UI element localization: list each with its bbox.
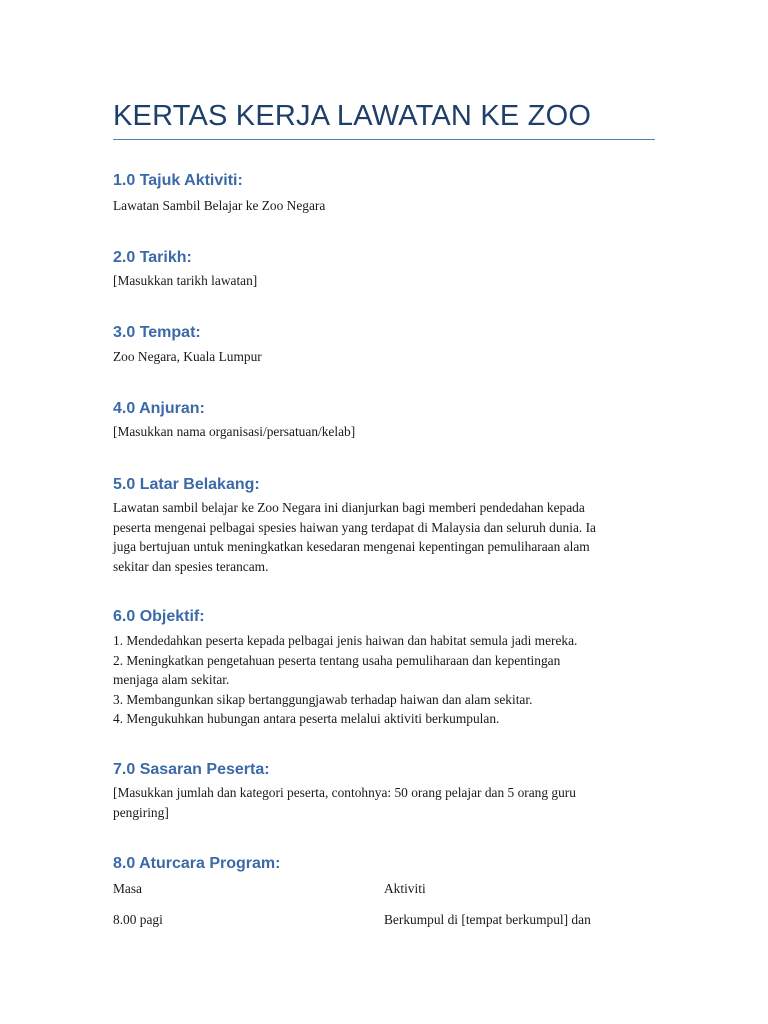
heading-tempat: 3.0 Tempat: — [113, 324, 201, 341]
title-underline — [113, 139, 655, 140]
heading-tarikh: 2.0 Tarikh: — [113, 249, 192, 266]
paragraph-sasaran-peserta — [113, 783, 655, 822]
objective-item-continuation: menjaga alam sekitar. — [113, 672, 230, 687]
table-cell-time: 8.00 pagi — [113, 912, 163, 927]
table-header-masa: Masa — [113, 881, 143, 896]
paragraph-line: juga bertujuan untuk meningkatkan kesedaran mengenai kepentingan pemuliharaan alam — [113, 539, 590, 554]
document-title: KERTAS KERJA LAWATAN KE ZOO — [113, 100, 592, 132]
list-objektif — [113, 631, 655, 729]
heading-objektif: 6.0 Objektif: — [113, 608, 205, 625]
heading-tajuk-aktiviti: 1.0 Tajuk Aktiviti: — [113, 172, 243, 189]
heading-anjuran: 4.0 Anjuran: — [113, 400, 205, 417]
heading-sasaran-peserta: 7.0 Sasaran Peserta: — [113, 761, 270, 778]
objective-item: 4. Mengukuhkan hubungan antara peserta melalui aktiviti berkumpulan. — [113, 711, 500, 726]
heading-latar-belakang: 5.0 Latar Belakang: — [113, 476, 260, 493]
table-cell-activity: Berkumpul di [tempat berkumpul] dan — [384, 912, 591, 927]
paragraph-latar-belakang — [113, 498, 655, 576]
paragraph-line: sekitar dan spesies terancam. — [113, 558, 269, 574]
text-anjuran: [Masukkan nama organisasi/persatuan/kelab] — [113, 424, 356, 439]
text-tajuk-aktiviti: Lawatan Sambil Belajar ke Zoo Negara — [113, 198, 326, 213]
objective-item: 2. Meningkatkan pengetahuan peserta tentang usaha pemuliharaan dan kepentingan — [113, 652, 561, 668]
paragraph-line: pengiring] — [113, 804, 169, 820]
objective-item: 1. Mendedahkan peserta kepada pelbagai jenis haiwan dan habitat semula jadi mereka. — [113, 633, 578, 648]
table-header-aktiviti: Aktiviti — [384, 881, 426, 896]
text-tempat: Zoo Negara, Kuala Lumpur — [113, 349, 262, 364]
objective-item: 3. Membangunkan sikap bertanggungjawab terhadap haiwan dan alam sekitar. — [113, 691, 533, 707]
paragraph-line: [Masukkan jumlah dan kategori peserta, contohnya: 50 orang pelajar dan 5 orang guru — [113, 785, 576, 800]
paragraph-line: peserta mengenai pelbagai spesies haiwan yang terdapat di Malaysia dan seluruh dunia. Ia — [113, 519, 597, 535]
text-tarikh: [Masukkan tarikh lawatan] — [113, 273, 258, 288]
heading-aturcara-program: 8.0 Aturcara Program: — [113, 855, 281, 872]
paragraph-line: Lawatan sambil belajar ke Zoo Negara ini dianjurkan bagi memberi pendedahan kepada — [113, 500, 585, 515]
